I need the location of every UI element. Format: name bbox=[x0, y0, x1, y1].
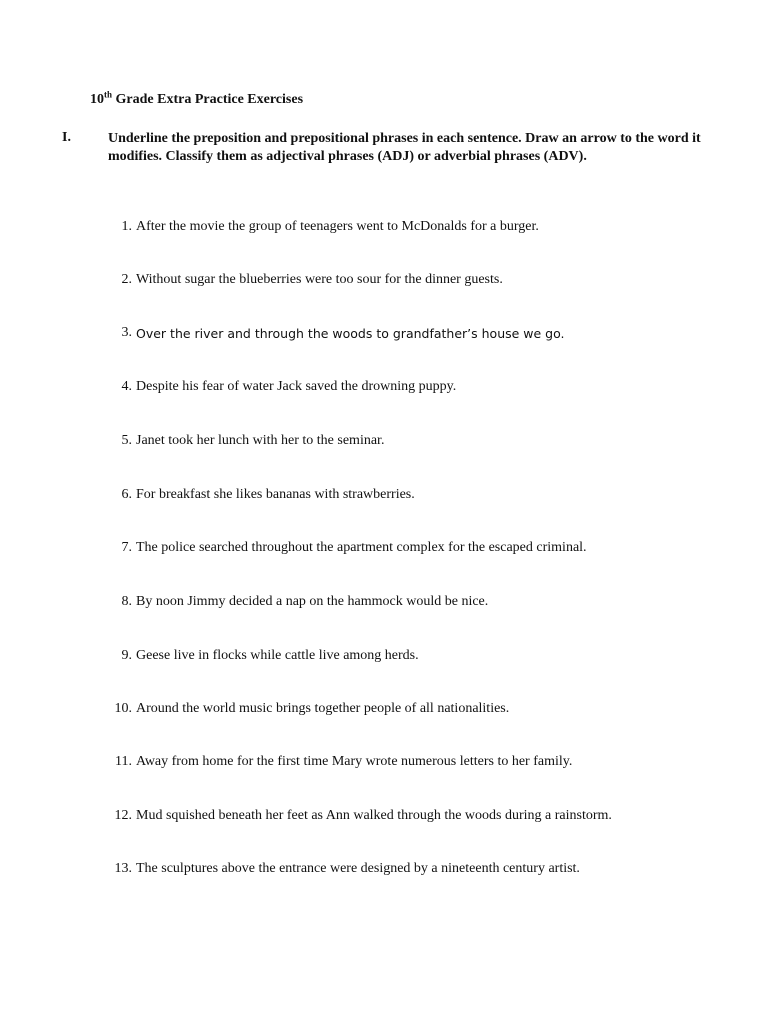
item-number: 8. bbox=[121, 594, 132, 609]
list-item bbox=[0, 648, 768, 668]
item-number: 7. bbox=[121, 540, 132, 555]
title-ordinal-suffix: th bbox=[104, 89, 113, 100]
item-sentence: By noon Jimmy decided a nap on the hammock would be nice. bbox=[136, 594, 489, 609]
list-item bbox=[0, 701, 768, 721]
item-number: 6. bbox=[121, 487, 132, 502]
list-item bbox=[0, 272, 768, 292]
item-sentence: Away from home for the first time Mary wrote numerous letters to her family. bbox=[136, 754, 573, 769]
list-item bbox=[0, 808, 768, 828]
section-numeral: I. bbox=[62, 130, 71, 145]
list-item bbox=[0, 325, 768, 345]
item-sentence: Around the world music brings together people of all nationalities. bbox=[136, 701, 510, 716]
list-item bbox=[0, 379, 768, 399]
list-item bbox=[0, 219, 768, 239]
item-number: 3. bbox=[121, 325, 132, 340]
title-text: Grade Extra Practice Exercises bbox=[112, 92, 304, 107]
item-sentence: Despite his fear of water Jack saved the drowning puppy. bbox=[136, 379, 457, 394]
item-number: 5. bbox=[121, 433, 132, 448]
item-number: 2. bbox=[121, 272, 132, 287]
section-instructions: Underline the preposition and prepositional phrases in each sentence. Draw an arrow to the word it modifies. Classify them as adjectival phrases (ADJ) or adverbial phrases (ADV). bbox=[108, 131, 701, 164]
item-number: 1. bbox=[121, 219, 132, 234]
item-sentence: The sculptures above the entrance were designed by a nineteenth century artist. bbox=[136, 861, 580, 876]
list-item bbox=[0, 540, 768, 560]
item-sentence: Mud squished beneath her feet as Ann walked through the woods during a rainstorm. bbox=[136, 808, 612, 823]
item-sentence: The police searched throughout the apartment complex for the escaped criminal. bbox=[136, 540, 587, 555]
title-grade-number: 10 bbox=[90, 92, 104, 107]
item-sentence: Without sugar the blueberries were too sour for the dinner guests. bbox=[136, 272, 503, 287]
list-item bbox=[0, 861, 768, 881]
item-sentence: Geese live in flocks while cattle live among herds. bbox=[136, 648, 419, 663]
item-number: 12. bbox=[114, 808, 132, 823]
item-number: 13. bbox=[114, 861, 132, 876]
item-sentence: Janet took her lunch with her to the seminar. bbox=[136, 433, 385, 448]
list-item bbox=[0, 433, 768, 453]
item-number: 9. bbox=[121, 648, 132, 663]
page-title bbox=[90, 89, 304, 108]
list-item bbox=[0, 594, 768, 614]
item-sentence: For breakfast she likes bananas with strawberries. bbox=[136, 487, 415, 502]
item-number: 4. bbox=[121, 379, 132, 394]
list-item bbox=[0, 754, 768, 774]
item-sentence: Over the river and through the woods to grandfather’s house we go. bbox=[136, 326, 565, 341]
item-sentence: After the movie the group of teenagers went to McDonalds for a burger. bbox=[136, 219, 539, 234]
list-item bbox=[0, 487, 768, 507]
item-number: 10. bbox=[114, 701, 132, 716]
item-number: 11. bbox=[115, 754, 132, 769]
